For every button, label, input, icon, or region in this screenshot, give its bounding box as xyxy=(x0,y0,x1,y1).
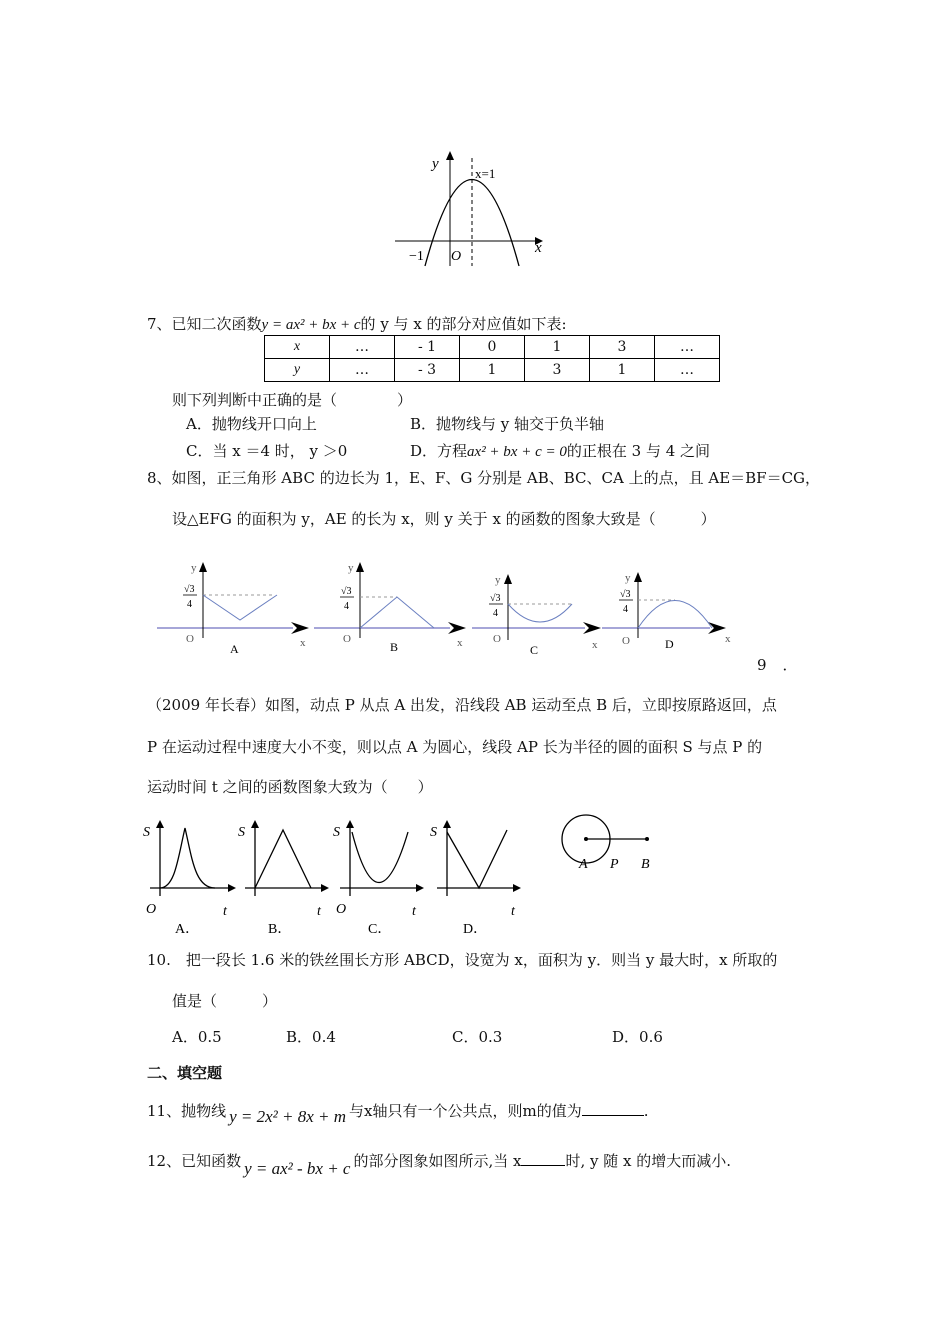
q7-option-d xyxy=(410,440,710,461)
q7-prefix: 7、已知二次函数 xyxy=(147,315,262,333)
svg-text:y: y xyxy=(495,574,501,586)
table-row xyxy=(265,336,720,359)
svg-text:O: O xyxy=(336,902,347,917)
q7-option-b: B．抛物线与 y 轴交于负半轴 xyxy=(410,415,605,433)
svg-text:B: B xyxy=(641,857,650,872)
q11-answer-blank[interactable] xyxy=(582,1115,644,1116)
q8-graph-c xyxy=(470,570,620,660)
svg-text:A．: A． xyxy=(175,922,200,937)
svg-text:y: y xyxy=(191,562,197,574)
q7-option-d-formula: ax² + bx + c = 0 xyxy=(467,444,567,460)
table-cell: 3 xyxy=(525,359,590,382)
svg-text:O: O xyxy=(343,633,351,645)
svg-text:P: P xyxy=(610,857,619,872)
table-cell: 0 xyxy=(460,336,525,359)
svg-text:S: S xyxy=(333,825,340,840)
table-cell: 1 xyxy=(525,336,590,359)
q10-option-d: D．0.6 xyxy=(612,1028,663,1046)
table-row xyxy=(265,359,720,382)
svg-text:√3: √3 xyxy=(620,589,631,600)
svg-text:O: O xyxy=(186,633,194,645)
table-cell: … xyxy=(655,359,720,382)
table-cell: … xyxy=(330,336,395,359)
table-cell: x xyxy=(265,336,330,359)
svg-text:A: A xyxy=(579,857,588,872)
q10-option-a: A．0.5 xyxy=(172,1028,222,1046)
svg-text:S: S xyxy=(143,825,150,840)
q12-suffix: 的部分图象如图所示,当 x xyxy=(353,1152,522,1170)
svg-text:O: O xyxy=(622,635,630,647)
svg-text:C: C xyxy=(530,643,539,657)
table-cell: - 1 xyxy=(395,336,460,359)
q10-line2: 值是（ ） xyxy=(172,992,278,1010)
table-cell: 3 xyxy=(590,336,655,359)
svg-text:S: S xyxy=(430,825,437,840)
q12 xyxy=(147,1150,732,1178)
q7-value-table xyxy=(264,335,720,382)
svg-text:t: t xyxy=(317,904,321,919)
q7-stem xyxy=(147,313,567,334)
q7-option-c: C．当 x ＝4 时， y ＞0 xyxy=(186,442,348,460)
svg-text:S: S xyxy=(238,825,245,840)
svg-text:x: x xyxy=(592,639,598,651)
svg-text:x: x xyxy=(725,633,731,645)
table-cell: 1 xyxy=(460,359,525,382)
q10-line1: 10. 把一段长 1.6 米的铁丝围长方形 ABCD，设宽为 x，面积为 y．则当 y 最大时，x 所取的 xyxy=(147,951,778,969)
q8-graph-b xyxy=(312,560,472,660)
top-graph-x-label: x xyxy=(535,240,542,256)
svg-text:C．: C． xyxy=(368,922,392,937)
table-cell: … xyxy=(330,359,395,382)
q11-prefix: 11、抛物线 xyxy=(147,1102,227,1120)
top-graph-axis-label: x=1 xyxy=(475,166,496,181)
q9-number: 9 ． xyxy=(757,656,798,674)
q7-suffix: 的 y 与 x 的部分对应值如下表: xyxy=(360,315,567,333)
svg-text:O: O xyxy=(146,902,157,917)
svg-text:√3: √3 xyxy=(184,584,195,595)
svg-text:B．: B． xyxy=(268,922,292,937)
svg-text:4: 4 xyxy=(344,601,349,612)
q10-option-b: B．0.4 xyxy=(286,1028,336,1046)
table-cell: y xyxy=(265,359,330,382)
svg-text:t: t xyxy=(223,904,227,919)
q9-line1: （2009 年长春）如图，动点 P 从点 A 出发，沿线段 AB 运动至点 B 后，立即按原路返回，点 xyxy=(147,696,777,714)
q8-line2: 设△EFG 的面积为 y，AE 的长为 x，则 y 关于 x 的函数的图象大致是（ ） xyxy=(172,510,716,528)
top-graph-neg-one: −1 xyxy=(409,249,424,264)
svg-text:x: x xyxy=(300,637,306,649)
q8-graph-d xyxy=(600,568,750,658)
q11-formula: y = 2x² + 8x + m xyxy=(229,1107,347,1126)
svg-text:4: 4 xyxy=(493,608,498,619)
table-cell: - 3 xyxy=(395,359,460,382)
q7-formula: y = ax² + bx + c xyxy=(261,317,361,333)
svg-text:√3: √3 xyxy=(490,593,501,604)
q11-suffix: 与x轴只有一个公共点，则m的值为 xyxy=(349,1102,582,1120)
q9-line3: 运动时间 t 之间的函数图象大致为（ ） xyxy=(147,778,433,796)
q9-circle-diagram xyxy=(555,810,670,875)
svg-text:y: y xyxy=(348,562,354,574)
q7-ask: 则下列判断中正确的是（ ） xyxy=(172,391,413,409)
q12-suffix2: 时, y 随 x 的增大而减小. xyxy=(565,1152,732,1170)
q9-line2: P 在运动过程中速度大小不变，则以点 A 为圆心，线段 AP 长为半径的圆的面积 S 与点 P 的 xyxy=(147,738,763,756)
svg-text:x: x xyxy=(457,637,463,649)
top-graph-y-label: y xyxy=(432,156,439,172)
q9-graph-d xyxy=(427,818,527,938)
svg-text:A: A xyxy=(230,642,239,656)
q8-line1: 8、如图，正三角形 ABC 的边长为 1，E、F、G 分别是 AB、BC、CA 上的点，且 AE＝BF＝CG， xyxy=(147,469,821,487)
table-cell: … xyxy=(655,336,720,359)
q12-formula: y = ax² - bx + c xyxy=(244,1159,351,1178)
svg-text:B: B xyxy=(390,640,399,654)
q12-answer-blank[interactable] xyxy=(521,1165,565,1166)
q7-option-d-prefix: D．方程 xyxy=(410,442,468,460)
svg-text:D: D xyxy=(665,637,674,651)
svg-text:O: O xyxy=(493,633,501,645)
q9-graph-c xyxy=(330,818,430,938)
svg-text:4: 4 xyxy=(623,604,628,615)
q10-option-c: C．0.3 xyxy=(452,1028,503,1046)
table-cell: 1 xyxy=(590,359,655,382)
svg-text:t: t xyxy=(511,904,515,919)
q12-prefix: 12、已知函数 xyxy=(147,1152,242,1170)
q7-option-d-suffix: 的正根在 3 与 4 之间 xyxy=(566,442,711,460)
svg-text:D．: D． xyxy=(463,922,488,937)
q11: 11、抛物线 y = 2x² + 8x + m 与x轴只有一个公共点，则m的值为 . xyxy=(147,1102,649,1126)
svg-text:4: 4 xyxy=(187,599,192,610)
svg-text:y: y xyxy=(625,572,631,584)
q9-graph-b xyxy=(235,818,335,938)
top-parabola-graph xyxy=(395,148,555,273)
q8-graph-a xyxy=(155,560,315,660)
q9-graph-a xyxy=(140,818,240,938)
top-graph-origin: O xyxy=(451,249,462,264)
section-heading: 二、填空题 xyxy=(147,1064,223,1082)
svg-text:t: t xyxy=(412,904,416,919)
svg-text:√3: √3 xyxy=(341,586,352,597)
q7-option-a: A．抛物线开口向上 xyxy=(186,415,317,433)
